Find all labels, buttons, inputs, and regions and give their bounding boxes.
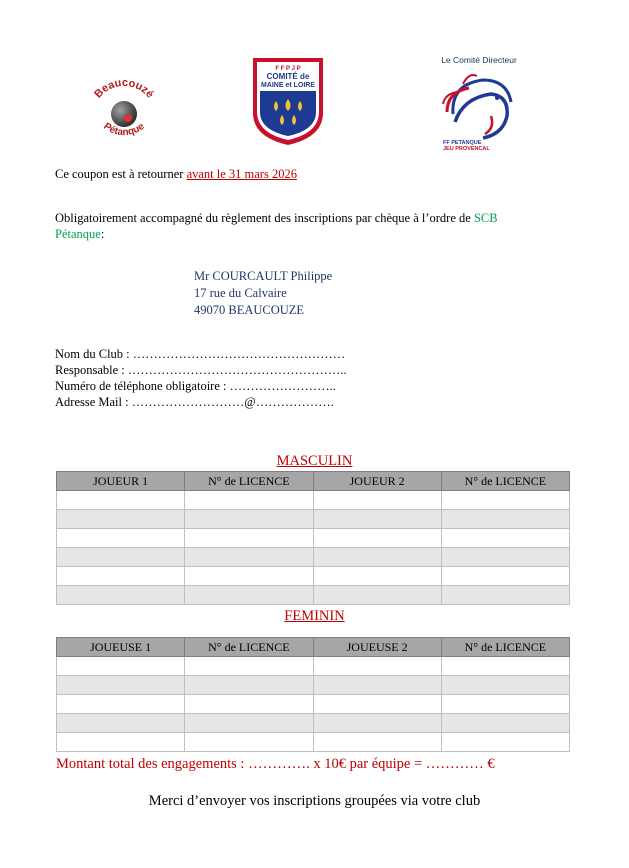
table-row <box>57 510 570 529</box>
table-row <box>57 676 570 695</box>
table-cell[interactable] <box>57 567 185 586</box>
payment-prefix: Obligatoirement accompagné du règlement des inscriptions par chèque à l’ordre de <box>55 211 474 225</box>
masculin-table <box>56 471 570 605</box>
table-cell[interactable] <box>441 586 569 605</box>
table-row <box>57 714 570 733</box>
table-cell[interactable] <box>57 510 185 529</box>
table-cell[interactable] <box>313 491 441 510</box>
feminin-table <box>56 637 570 752</box>
address-name: Mr COURCAULT Philippe <box>194 269 333 283</box>
table-cell[interactable] <box>441 548 569 567</box>
responsable-field[interactable]: Responsable : …………………………………………….. <box>55 363 347 377</box>
address-city: 49070 BEAUCOUZE <box>194 303 305 317</box>
table-cell[interactable] <box>441 529 569 548</box>
beaucouze-petanque-logo <box>84 80 164 144</box>
table-cell[interactable] <box>185 529 313 548</box>
svg-text:JEU PROVENCAL: JEU PROVENCAL <box>443 146 490 152</box>
svg-text:MAINE et LOIRE: MAINE et LOIRE <box>260 82 316 89</box>
table-cell[interactable] <box>57 548 185 567</box>
payment-line-1 <box>55 210 498 226</box>
table-row <box>57 733 570 752</box>
table-cell[interactable] <box>313 695 441 714</box>
table-cell[interactable] <box>313 676 441 695</box>
table-cell[interactable] <box>441 695 569 714</box>
table-cell[interactable] <box>313 529 441 548</box>
header-joueur-1: JOUEUR 1 <box>57 472 185 491</box>
club-name-field[interactable]: Nom du Club : …………………………………………… <box>55 347 346 361</box>
table-cell[interactable] <box>185 586 313 605</box>
table-cell[interactable] <box>57 695 185 714</box>
table-cell[interactable] <box>441 567 569 586</box>
feminin-title: FEMININ <box>284 608 345 624</box>
table-cell[interactable] <box>185 491 313 510</box>
header-licence-1: N° de LICENCE <box>185 638 313 657</box>
table-cell[interactable] <box>57 733 185 752</box>
svg-text:FF PETANQUE: FF PETANQUE <box>443 140 482 146</box>
table-row <box>57 586 570 605</box>
table-cell[interactable] <box>57 529 185 548</box>
table-row <box>57 548 570 567</box>
payment-suffix: : <box>100 227 105 241</box>
table-cell[interactable] <box>313 714 441 733</box>
table-cell[interactable] <box>57 676 185 695</box>
svg-text:Le Comité Directeur: Le Comité Directeur <box>441 55 517 65</box>
table-cell[interactable] <box>57 586 185 605</box>
comite-maine-et-loire-logo <box>250 55 326 147</box>
table-cell[interactable] <box>57 714 185 733</box>
feminin-header-row <box>57 638 570 657</box>
table-row <box>57 695 570 714</box>
coupon-deadline-line <box>55 166 297 182</box>
header-licence-1: N° de LICENCE <box>185 472 313 491</box>
svg-text:F F P J P: F F P J P <box>275 66 301 72</box>
payee-name-1: SCB <box>473 211 498 225</box>
svg-text:COMITÉ de: COMITÉ de <box>266 72 310 81</box>
table-cell[interactable] <box>441 733 569 752</box>
address-street: 17 rue du Calvaire <box>194 286 287 300</box>
mailing-address <box>194 268 332 319</box>
table-cell[interactable] <box>441 676 569 695</box>
svg-text:Beaucouzé: Beaucouzé <box>92 80 156 101</box>
ff-petanque-logo <box>433 54 525 158</box>
phone-field[interactable]: Numéro de téléphone obligatoire : …………………….. <box>55 379 336 393</box>
table-cell[interactable] <box>441 491 569 510</box>
table-cell[interactable] <box>441 510 569 529</box>
total-amount-line: Montant total des engagements : …………. x 10€ par équipe = ………… € <box>56 756 495 772</box>
svg-text:Pétanque: Pétanque <box>101 120 147 139</box>
table-cell[interactable] <box>313 733 441 752</box>
masculin-header-row <box>57 472 570 491</box>
header-joueuse-1: JOUEUSE 1 <box>57 638 185 657</box>
masculin-title: MASCULIN <box>276 453 353 469</box>
table-cell[interactable] <box>57 491 185 510</box>
header-licence-2: N° de LICENCE <box>441 472 569 491</box>
table-cell[interactable] <box>185 510 313 529</box>
table-cell[interactable] <box>441 714 569 733</box>
table-cell[interactable] <box>441 657 569 676</box>
table-cell[interactable] <box>185 695 313 714</box>
table-row <box>57 529 570 548</box>
table-row <box>57 657 570 676</box>
header-joueur-2: JOUEUR 2 <box>313 472 441 491</box>
table-cell[interactable] <box>313 510 441 529</box>
table-cell[interactable] <box>185 548 313 567</box>
deadline-text: avant le 31 mars 2026 <box>186 167 297 181</box>
table-cell[interactable] <box>185 567 313 586</box>
table-row <box>57 567 570 586</box>
payment-line-2 <box>55 226 104 242</box>
header-licence-2: N° de LICENCE <box>441 638 569 657</box>
email-field[interactable]: Adresse Mail : ………………………@………………. <box>55 395 334 409</box>
thanks-message: Merci d’envoyer vos inscriptions groupées via votre club <box>148 793 481 809</box>
table-cell[interactable] <box>313 567 441 586</box>
header-joueuse-2: JOUEUSE 2 <box>313 638 441 657</box>
coupon-prefix: Ce coupon est à retourner <box>55 167 187 181</box>
table-row <box>57 491 570 510</box>
table-cell[interactable] <box>57 657 185 676</box>
table-cell[interactable] <box>185 657 313 676</box>
table-cell[interactable] <box>313 586 441 605</box>
table-cell[interactable] <box>313 548 441 567</box>
table-cell[interactable] <box>185 714 313 733</box>
payee-name-2: Pétanque <box>55 227 101 241</box>
table-cell[interactable] <box>185 733 313 752</box>
table-cell[interactable] <box>313 657 441 676</box>
table-cell[interactable] <box>185 676 313 695</box>
